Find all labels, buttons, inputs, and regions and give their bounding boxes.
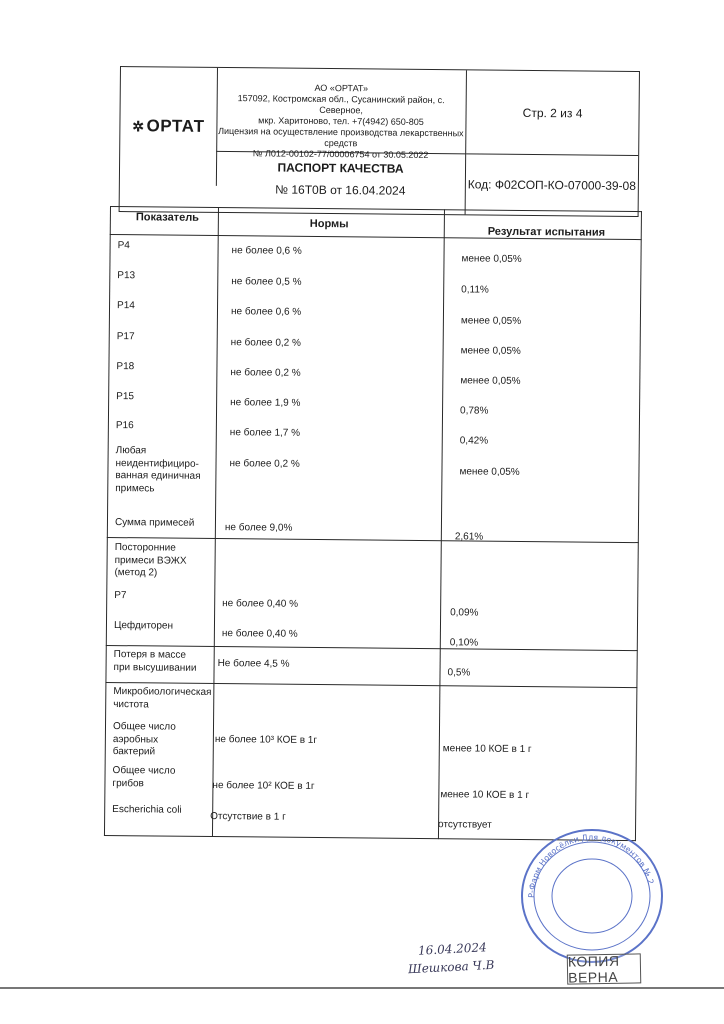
stamp-outer-text: Р-Фарм Новосёлки Для документов № 2 [526,832,656,899]
handwritten-signature-name: Шешкова Ч.В [407,957,495,977]
fungi-line-1: Общее число [112,765,176,777]
loss-line-1: Потеря в массе [113,649,187,661]
document-number: № 16Т0В от 16.04.2024 [275,182,406,198]
document-title: ПАСПОРТ КАЧЕСТВА [277,160,404,176]
round-company-stamp [512,820,672,970]
copy-certified-stamp: КОПИЯ ВЕРНА [567,953,642,984]
company-logo [120,67,218,186]
row-p17-indicator: P17 [116,331,135,343]
header-norms: Нормы [309,217,349,231]
row-sum-norm: не более 9,0% [224,522,293,534]
row-p13-indicator: P13 [117,270,136,282]
handwritten-date: 16.04.2024 [417,940,488,958]
row-p17-result: менее 0,05% [460,345,521,357]
fungi-indicator [112,765,175,791]
company-address-2: мкр. Харитоново, тел. +7(4942) 650-805 [258,115,424,127]
table-border-left [104,206,111,836]
row-p16-norm: не более 1,7 % [229,427,301,439]
row-sum-indicator: Сумма примесей [114,517,195,529]
unidentified-line-3: ванная единичная [115,470,201,482]
row-p16-indicator: P16 [115,420,134,432]
aerobic-bacteria-norm: не более 10³ КОЕ в 1г [214,734,318,747]
row-p17-norm: не более 0,2 % [230,337,301,349]
row-p13-norm: не более 0,5 % [231,276,302,288]
row-p18-result: менее 0,05% [460,375,521,387]
row-sum-result: 2,61% [454,531,484,543]
logo-text: ОРТАТ [146,116,205,136]
ecoli-result: отсутствует [438,819,492,831]
row-p7-indicator: P7 [114,590,127,602]
document-code: Код: Ф02СОП-КО-07000-39-08 [467,177,637,193]
micro-title-line-1: Микробиологическая [113,686,212,698]
ecoli-indicator: Escherichia coli [112,804,182,816]
row-unidentified-indicator [115,445,201,496]
row-cefditoren-norm: не более 0,40 % [221,628,298,640]
hplc-section-title [114,542,186,580]
row-p14-norm: не более 0,6 % [230,306,302,318]
row-p16-result: 0,42% [459,435,489,447]
loss-on-drying-indicator [114,649,197,675]
row-p4-result: менее 0,05% [461,253,522,265]
company-name: АО «ОРТАТ» [314,82,369,94]
row-p14-indicator: P14 [116,300,135,312]
aerobic-bacteria-indicator [113,721,176,759]
row-cefditoren-indicator: Цефдиторен [113,620,174,632]
row-p15-indicator: P15 [116,391,135,403]
aerobic-line-3: бактерий [112,746,156,758]
license-line-2: средств [324,137,358,149]
header-result: Результат испытания [487,225,606,239]
row-p18-norm: не более 0,2 % [230,367,301,379]
micro-title-line-2: чистота [113,698,149,710]
micro-section-title [113,686,211,712]
row-p15-norm: не более 1,9 % [230,397,301,409]
aerobic-line-2: аэробных [112,733,159,745]
hplc-title-line-3: (метод 2) [114,567,158,579]
row-p4-norm: не более 0,6 % [231,245,302,257]
page-number: Стр. 2 из 4 [466,70,639,156]
license-line-1: Лицензия на осуществление производства лекарственных [218,125,464,139]
document-title-block [216,152,467,214]
document-header [119,66,640,217]
loss-line-2: при высушивании [113,661,197,674]
aerobic-bacteria-result: менее 10 КОЕ в 1 г [442,743,532,756]
company-info [216,68,467,160]
fungi-result: менее 10 КОЕ в 1 г [440,789,530,802]
logo-flower-icon: ✲ [132,117,145,134]
row-cefditoren-result: 0,10% [449,637,479,649]
specification-table [104,206,642,841]
row-p14-result: менее 0,05% [460,315,522,327]
hplc-title-line-1: Посторонние [114,542,176,554]
row-p15-result: 0,78% [459,405,489,417]
unidentified-line-4: примесь [115,482,155,494]
row-p4-indicator: P4 [117,240,130,252]
row-p7-result: 0,09% [450,607,479,619]
company-address-1: 157092, Костромская обл., Сусанинский район, с. Северное, [237,93,445,116]
loss-on-drying-norm: Не более 4,5 % [217,658,290,670]
hplc-title-line-2: примеси ВЭЖХ [114,554,187,567]
unidentified-line-1: Любая [115,445,147,457]
fungi-line-2: грибов [112,777,144,789]
fungi-norm: не более 10² КОЕ в 1г [212,780,315,792]
unidentified-line-2: неидентифициро- [115,457,199,470]
scan-bottom-edge [0,987,724,989]
row-unidentified-result: менее 0,05% [459,466,520,478]
aerobic-line-1: Общее число [112,721,176,733]
header-indicator: Показатель [135,211,200,224]
license-number: № Л012-00102-77/00006754 от 30.05.2022 [252,148,429,160]
row-unidentified-norm: не более 0,2 % [229,458,300,470]
table-border-right [635,211,642,841]
row-p18-indicator: P18 [116,361,135,373]
row-p7-norm: не более 0,40 % [222,598,299,610]
row-p13-result: 0,11% [461,284,489,296]
ecoli-norm: Отсутствие в 1 г [210,810,286,823]
loss-on-drying-result: 0,5% [447,667,471,679]
